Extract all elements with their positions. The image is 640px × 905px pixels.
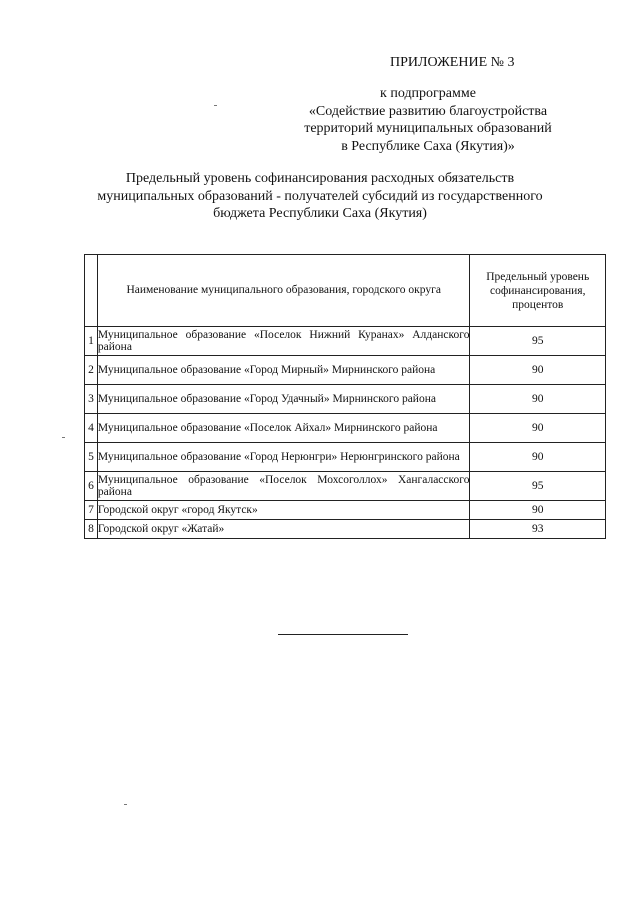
cofinancing-percent: 90 [470,356,606,385]
municipality-name: Муниципальное образование «Поселок Айхал» Мирнинского района [97,414,470,443]
scan-speck [124,804,127,805]
row-number: 6 [85,472,98,501]
value-header-line: Предельный уровень [486,270,590,283]
number-column-header [85,255,98,327]
appendix-line: «Содействие развитию благоустройства [308,103,548,119]
table-row [85,501,606,520]
row-number: 4 [85,414,98,443]
appendix-line: территорий муниципальных образований [304,121,552,136]
scan-speck [62,437,65,438]
cofinancing-table [84,254,606,539]
table-row [85,414,606,443]
table-row [85,472,606,501]
appendix-line: к подпрограмме [380,86,476,101]
municipality-name: Муниципальное образование «Поселок Нижний Куранах» Алданского района [97,327,470,356]
table-row [85,443,606,472]
municipality-name: Городской округ «город Якутск» [97,501,470,520]
municipality-name: Городской округ «Жатай» [97,520,470,539]
municipality-name: Муниципальное образование «Город Нерюнгри» Нерюнгринского района [97,443,470,472]
municipality-name: Муниципальное образование «Город Удачный» Мирнинского района [97,385,470,414]
appendix-line: в Республике Саха (Якутия)» [341,138,515,154]
row-number: 8 [85,520,98,539]
document-title [60,170,580,223]
appendix-subtitle [258,85,598,155]
table-row [85,327,606,356]
cofinancing-percent: 93 [470,520,606,539]
municipality-name: Муниципальное образование «Город Мирный» Мирнинского района [97,356,470,385]
row-number: 7 [85,501,98,520]
cofinancing-percent: 90 [470,414,606,443]
closing-line [278,634,408,635]
table-row [85,356,606,385]
appendix-title: ПРИЛОЖЕНИЕ № 3 [390,55,515,70]
table-header-row [85,255,606,327]
table-row [85,520,606,539]
row-number: 3 [85,385,98,414]
cofinancing-percent: 90 [470,501,606,520]
document-title-line: муниципальных образований - получателей субсидий из государственного [97,188,543,204]
value-column-header [470,255,606,327]
value-header-line: процентов [512,298,564,311]
cofinancing-percent: 95 [470,472,606,501]
row-number: 1 [85,327,98,356]
row-number: 2 [85,356,98,385]
document-title-line: бюджета Республики Саха (Якутия) [213,206,427,221]
cofinancing-percent: 95 [470,327,606,356]
table-row [85,385,606,414]
scan-speck [214,105,217,106]
cofinancing-percent: 90 [470,443,606,472]
name-column-header: Наименование муниципального образования, городского округа [97,255,470,327]
value-header-line: софинансирования, [489,284,586,297]
cofinancing-percent: 90 [470,385,606,414]
row-number: 5 [85,443,98,472]
document-title-line: Предельный уровень софинансирования расходных обязательств [125,171,515,186]
municipality-name: Муниципальное образование «Поселок Мохсоголлох» Хангаласского района [97,472,470,501]
